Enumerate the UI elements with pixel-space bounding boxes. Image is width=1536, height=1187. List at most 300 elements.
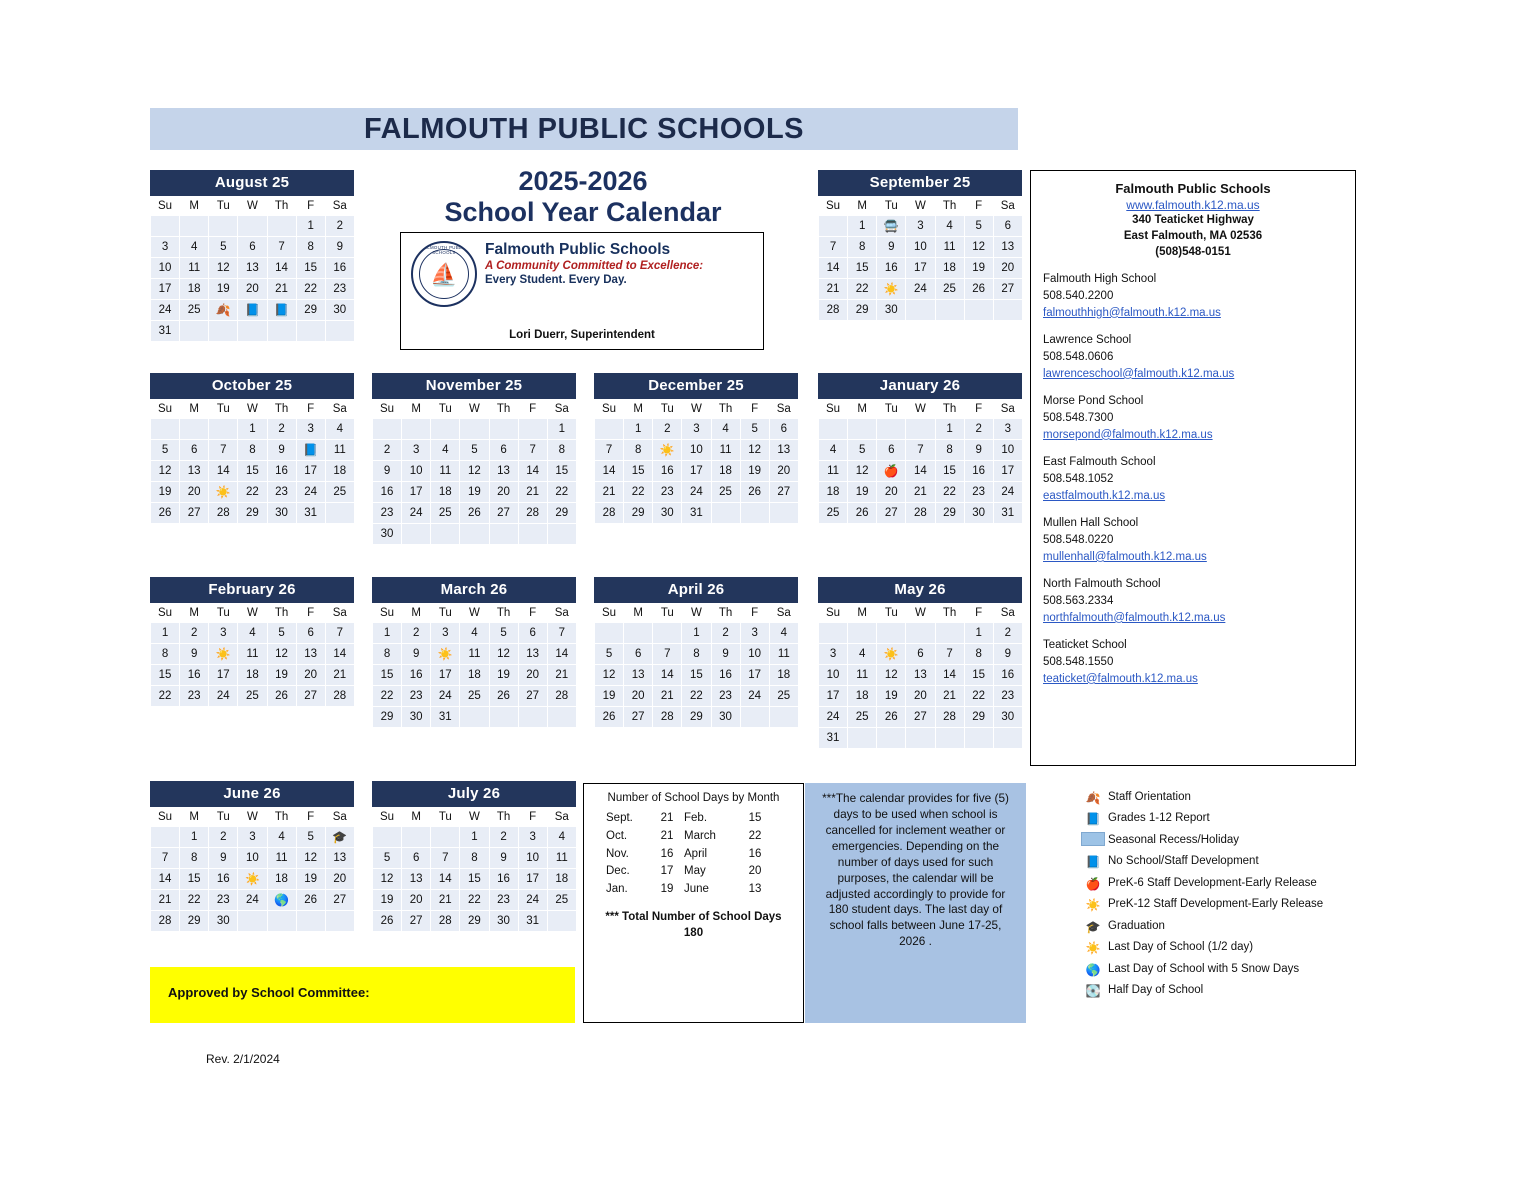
day-cell: 7 [518,440,547,461]
day-cell: 4 [325,419,354,440]
empty-cell [209,321,238,342]
day-cell: 4 [711,419,740,440]
day-cell: 8 [238,440,267,461]
day-cell: 26 [460,503,489,524]
weekday-header: F [296,603,325,623]
day-cell: 8 [624,440,653,461]
empty-cell [325,911,354,932]
day-cell: 6 [877,440,906,461]
school-contact [1043,515,1343,565]
day-cell: 28 [906,503,935,524]
calendar-title [400,166,766,228]
empty-cell [906,623,935,644]
weekday-header: Su [373,603,402,623]
district-info-box [1030,170,1356,766]
day-cell: 18 [180,279,209,300]
legend-label: Last Day of School (1/2 day) [1108,941,1254,954]
weekday-header: Tu [209,399,238,419]
day-cell: 5 [151,440,180,461]
day-cell: 12 [848,461,877,482]
day-cell: 10 [402,461,431,482]
day-cell: 26 [595,707,624,728]
weekday-header: Th [935,603,964,623]
day-cell: 15 [373,665,402,686]
day-cell: 22 [151,686,180,707]
school-phone: 508.540.2200 [1043,289,1114,302]
day-cell: 19 [740,461,769,482]
legend-row [1078,808,1378,830]
day-cell: 1 [180,827,209,848]
day-cell: 8 [848,237,877,258]
empty-cell [547,524,576,545]
day-cell: 25 [460,686,489,707]
legend-row [1078,894,1378,916]
school-email-link[interactable]: northfalmouth@falmouth.k12.ma.us [1043,611,1226,624]
day-cell: 10 [906,237,935,258]
day-cell: 22 [624,482,653,503]
day-cell: 30 [489,911,518,932]
day-cell: 9 [325,237,354,258]
month-grid [594,399,799,524]
day-cell: 23 [267,482,296,503]
day-cell: 25 [547,890,576,911]
info-district-name: Falmouth Public Schools [1115,181,1271,196]
week-row [373,827,577,848]
weekday-header: W [906,196,935,216]
empty-cell [151,216,180,237]
day-cell: 3 [906,216,935,237]
weekday-header: Su [151,399,180,419]
weekday-header: F [296,399,325,419]
day-cell: 10 [682,440,711,461]
day-cell: 5 [740,419,769,440]
day-cell: 16 [489,869,518,890]
week-row [151,482,355,503]
day-cell: 29 [935,503,964,524]
week-row [373,890,577,911]
week-row [595,461,799,482]
day-cell: 20 [402,890,431,911]
legend-label: PreK-6 Staff Development-Early Release [1108,876,1317,889]
day-cell: 7 [209,440,238,461]
day-cell: 18 [547,869,576,890]
day-cell: 19 [848,482,877,503]
day-cell: 9 [373,461,402,482]
empty-cell [431,419,460,440]
month-grid [150,807,355,932]
school-name: East Falmouth School [1043,456,1156,469]
day-cell: 11 [267,848,296,869]
day-cell: 31 [819,728,848,749]
weekday-header: M [180,603,209,623]
books2-icon: 📘 [1085,855,1101,870]
weekday-header: Sa [547,603,576,623]
approval-bar [150,967,575,1023]
school-email-link[interactable]: morsepond@falmouth.k12.ma.us [1043,428,1213,441]
weekday-header: W [460,399,489,419]
day-cell: 5 [489,623,518,644]
empty-cell [906,728,935,749]
month-grid [150,196,355,342]
month-grid [150,399,355,524]
day-cell: 21 [518,482,547,503]
day-count-left: 19 [660,883,674,896]
day-cell: 30 [653,503,682,524]
week-row [819,279,1023,300]
weekday-header: W [682,399,711,419]
day-cell: 19 [460,482,489,503]
school-days-row [592,810,795,828]
weekday-header: Su [595,603,624,623]
empty-cell [819,419,848,440]
day-cell: 21 [935,686,964,707]
month-grid [372,399,577,545]
weekday-header: M [402,603,431,623]
day-count-left: 17 [660,865,674,878]
day-cell: 7 [653,644,682,665]
school-days-row [592,881,795,899]
day-cell: 29 [238,503,267,524]
day-cell: 13 [489,461,518,482]
weekday-header: M [624,399,653,419]
week-row [373,440,577,461]
snow-days-note: ***The calendar provides for five (5) days to be used when school is cancelled for inclement weather or emergencies. Depending on the number of days used for such purposes, the calendar will be adjusted accordingly to provide for 180 student days. The last day of school falls between June 17-25, 2026 . [805,783,1026,1023]
day-cell: 16 [711,665,740,686]
weekday-header: Tu [209,196,238,216]
day-cell: 30 [325,300,354,321]
day-cell: 25 [180,300,209,321]
day-cell: 19 [296,869,325,890]
week-row [819,728,1023,749]
day-cell: 6 [238,237,267,258]
day-cell: 22 [964,686,993,707]
weekday-header: F [518,807,547,827]
week-row [373,869,577,890]
day-cell: 9 [489,848,518,869]
weekday-header: Th [267,196,296,216]
empty-cell [209,419,238,440]
day-cell: 24 [209,686,238,707]
day-cell: 16 [993,665,1022,686]
day-cell: 11 [819,461,848,482]
weekday-header: W [238,196,267,216]
day-cell: 27 [877,503,906,524]
school-days-total-value: 180 [683,927,704,940]
week-row [819,258,1023,279]
day-cell: 30 [993,707,1022,728]
day-cell: 12 [209,258,238,279]
day-cell: 3 [740,623,769,644]
empty-cell [848,623,877,644]
school-days-title: Number of School Days by Month [607,792,780,804]
day-cell: 16 [267,461,296,482]
day-cell: 12 [489,644,518,665]
month-label-right: May [684,865,706,878]
weekday-header: Tu [431,603,460,623]
day-cell: 5 [209,237,238,258]
day-cell: 🍎 [877,461,906,482]
week-row [819,440,1023,461]
week-row [151,279,355,300]
empty-cell [935,623,964,644]
weekday-header: Su [819,603,848,623]
revision-text: Rev. 2/1/2024 [206,1052,280,1066]
day-cell: 24 [740,686,769,707]
empty-cell [151,419,180,440]
day-cell: 7 [547,623,576,644]
weekday-header: Sa [325,603,354,623]
week-row [595,665,799,686]
info-website-link[interactable]: www.falmouth.k12.ma.us [1126,198,1260,212]
empty-cell [431,827,460,848]
month-grid [594,603,799,728]
day-cell: 12 [373,869,402,890]
weekday-header: Tu [431,807,460,827]
month-grid [150,603,355,707]
day-cell: 4 [819,440,848,461]
empty-cell [935,300,964,321]
empty-cell [238,216,267,237]
day-cell: 30 [402,707,431,728]
day-cell: 15 [848,258,877,279]
day-cell: 1 [238,419,267,440]
weekday-header: W [238,603,267,623]
day-cell: 7 [595,440,624,461]
month-label-left: Oct. [606,829,628,842]
day-cell: 14 [547,644,576,665]
week-row [151,911,355,932]
month-may-26 [818,577,1022,749]
day-cell: 16 [402,665,431,686]
day-cell: 13 [769,440,798,461]
day-cell: 31 [682,503,711,524]
weekday-header: W [238,807,267,827]
weekday-header: M [402,399,431,419]
day-cell: 20 [993,258,1022,279]
weekday-header: Su [373,807,402,827]
school-phone: 508.548.1052 [1043,473,1114,485]
empty-cell [819,216,848,237]
weekday-header: W [460,603,489,623]
week-row [373,503,577,524]
day-cell: 10 [238,848,267,869]
sun2-icon: ☀️ [1085,941,1101,956]
weekday-header: Sa [769,603,798,623]
day-cell: 13 [296,644,325,665]
weekday-header: W [906,603,935,623]
month-header: May 26 [818,577,1022,603]
grad-icon: 🎓 [1085,919,1101,934]
day-cell: 24 [296,482,325,503]
day-cell: 11 [547,848,576,869]
day-cell: 6 [180,440,209,461]
day-cell: ☀️ [209,644,238,665]
day-cell: 24 [682,482,711,503]
school-contact [1043,271,1343,321]
info-address-line1: 340 Teaticket Highway [1132,214,1254,226]
week-row [595,707,799,728]
day-cell: 9 [964,440,993,461]
day-cell: 11 [238,644,267,665]
school-email-link[interactable]: mullenhall@falmouth.k12.ma.us [1043,550,1207,563]
day-cell: 18 [848,686,877,707]
day-count-right: 13 [748,883,762,896]
week-row [373,686,577,707]
day-cell: 1 [935,419,964,440]
day-cell: 17 [682,461,711,482]
week-row [151,869,355,890]
weekday-header: M [624,603,653,623]
weekday-header: W [460,807,489,827]
day-cell: 29 [624,503,653,524]
empty-cell [740,707,769,728]
empty-cell [402,524,431,545]
legend [1078,786,1378,1001]
day-cell: 26 [489,686,518,707]
school-email-link[interactable]: falmouthhigh@falmouth.k12.ma.us [1043,306,1221,319]
week-row [151,686,355,707]
day-cell: 3 [209,623,238,644]
day-cell: 21 [267,279,296,300]
month-label-right: March [684,829,716,842]
day-cell: 6 [402,848,431,869]
day-cell: 7 [325,623,354,644]
empty-cell [489,707,518,728]
day-cell: ☀️ [238,869,267,890]
empty-cell [267,216,296,237]
day-cell: 8 [296,237,325,258]
empty-cell [769,707,798,728]
school-phone: 508.548.0606 [1043,350,1114,363]
day-cell: 12 [267,644,296,665]
snow-icon: 🌎 [1085,962,1101,977]
day-cell: 16 [373,482,402,503]
empty-cell [180,321,209,342]
day-cell: 🍂 [209,300,238,321]
day-cell: 6 [624,644,653,665]
empty-cell [267,911,296,932]
day-cell: 3 [402,440,431,461]
day-cell: 28 [209,503,238,524]
day-cell: 23 [993,686,1022,707]
day-cell: 29 [180,911,209,932]
day-count-right: 22 [748,829,762,842]
school-contact [1043,332,1343,382]
weekday-header: M [180,807,209,827]
month-grid [818,603,1023,749]
day-cell: 5 [848,440,877,461]
day-cell: 18 [325,461,354,482]
weekday-header: Th [711,399,740,419]
month-header: January 26 [818,373,1022,399]
legend-label: Seasonal Recess/Holiday [1108,833,1240,846]
weekday-header: Su [151,603,180,623]
day-cell: 30 [209,911,238,932]
day-cell: 30 [267,503,296,524]
month-header: March 26 [372,577,576,603]
weekday-header: F [964,399,993,419]
day-cell: 11 [460,644,489,665]
week-row [151,419,355,440]
month-january-26 [818,373,1022,524]
empty-cell [373,827,402,848]
month-grid [818,196,1023,321]
school-days-total [592,909,795,941]
day-cell: 15 [547,461,576,482]
day-cell: 6 [518,623,547,644]
school-days-row [592,846,795,864]
month-grid [818,399,1023,524]
school-contacts-list [1043,271,1343,687]
day-cell: 15 [296,258,325,279]
month-header: October 25 [150,373,354,399]
day-cell: 18 [769,665,798,686]
weekday-header: F [518,603,547,623]
month-october-25 [150,373,354,524]
school-email-link[interactable]: eastfalmouth.k12.ma.us [1043,489,1166,502]
school-email-link[interactable]: lawrenceschool@falmouth.k12.ma.us [1043,367,1235,380]
weekday-header: Su [819,196,848,216]
month-header: February 26 [150,577,354,603]
day-cell: 3 [993,419,1022,440]
school-email-link[interactable]: teaticket@falmouth.k12.ma.us [1043,672,1198,685]
week-row [373,461,577,482]
day-cell: 9 [267,440,296,461]
day-cell: 1 [151,623,180,644]
day-cell: 17 [740,665,769,686]
day-cell: 2 [373,440,402,461]
month-label-right: Feb. [684,812,708,824]
weekday-header: Sa [993,399,1022,419]
day-cell: 12 [740,440,769,461]
day-cell: 19 [267,665,296,686]
weekday-header: Th [711,603,740,623]
day-cell: 1 [460,827,489,848]
school-phone: 508.548.1550 [1043,656,1114,669]
day-cell: 25 [238,686,267,707]
books-icon: 📘 [1085,812,1101,827]
day-cell: 11 [180,258,209,279]
day-cell: 17 [431,665,460,686]
day-cell: 3 [819,644,848,665]
day-cell: 28 [547,686,576,707]
weekday-header: F [296,807,325,827]
week-row [595,419,799,440]
weekday-header: Th [267,603,296,623]
day-cell: 14 [151,869,180,890]
day-cell: 15 [964,665,993,686]
day-cell: 10 [151,258,180,279]
day-cell: 29 [547,503,576,524]
day-cell: 15 [624,461,653,482]
week-row [151,216,355,237]
day-cell: 29 [373,707,402,728]
day-cell: 25 [848,707,877,728]
week-row [595,440,799,461]
day-cell: 18 [711,461,740,482]
day-cell: 12 [595,665,624,686]
day-cell: 24 [431,686,460,707]
apple-icon: 🍎 [1085,876,1101,891]
month-label-right: April [684,847,708,860]
day-cell: 18 [238,665,267,686]
day-cell: 30 [877,300,906,321]
empty-cell [402,827,431,848]
weekday-header: Tu [653,603,682,623]
week-row [151,665,355,686]
day-cell: 24 [518,890,547,911]
day-cell: 8 [964,644,993,665]
